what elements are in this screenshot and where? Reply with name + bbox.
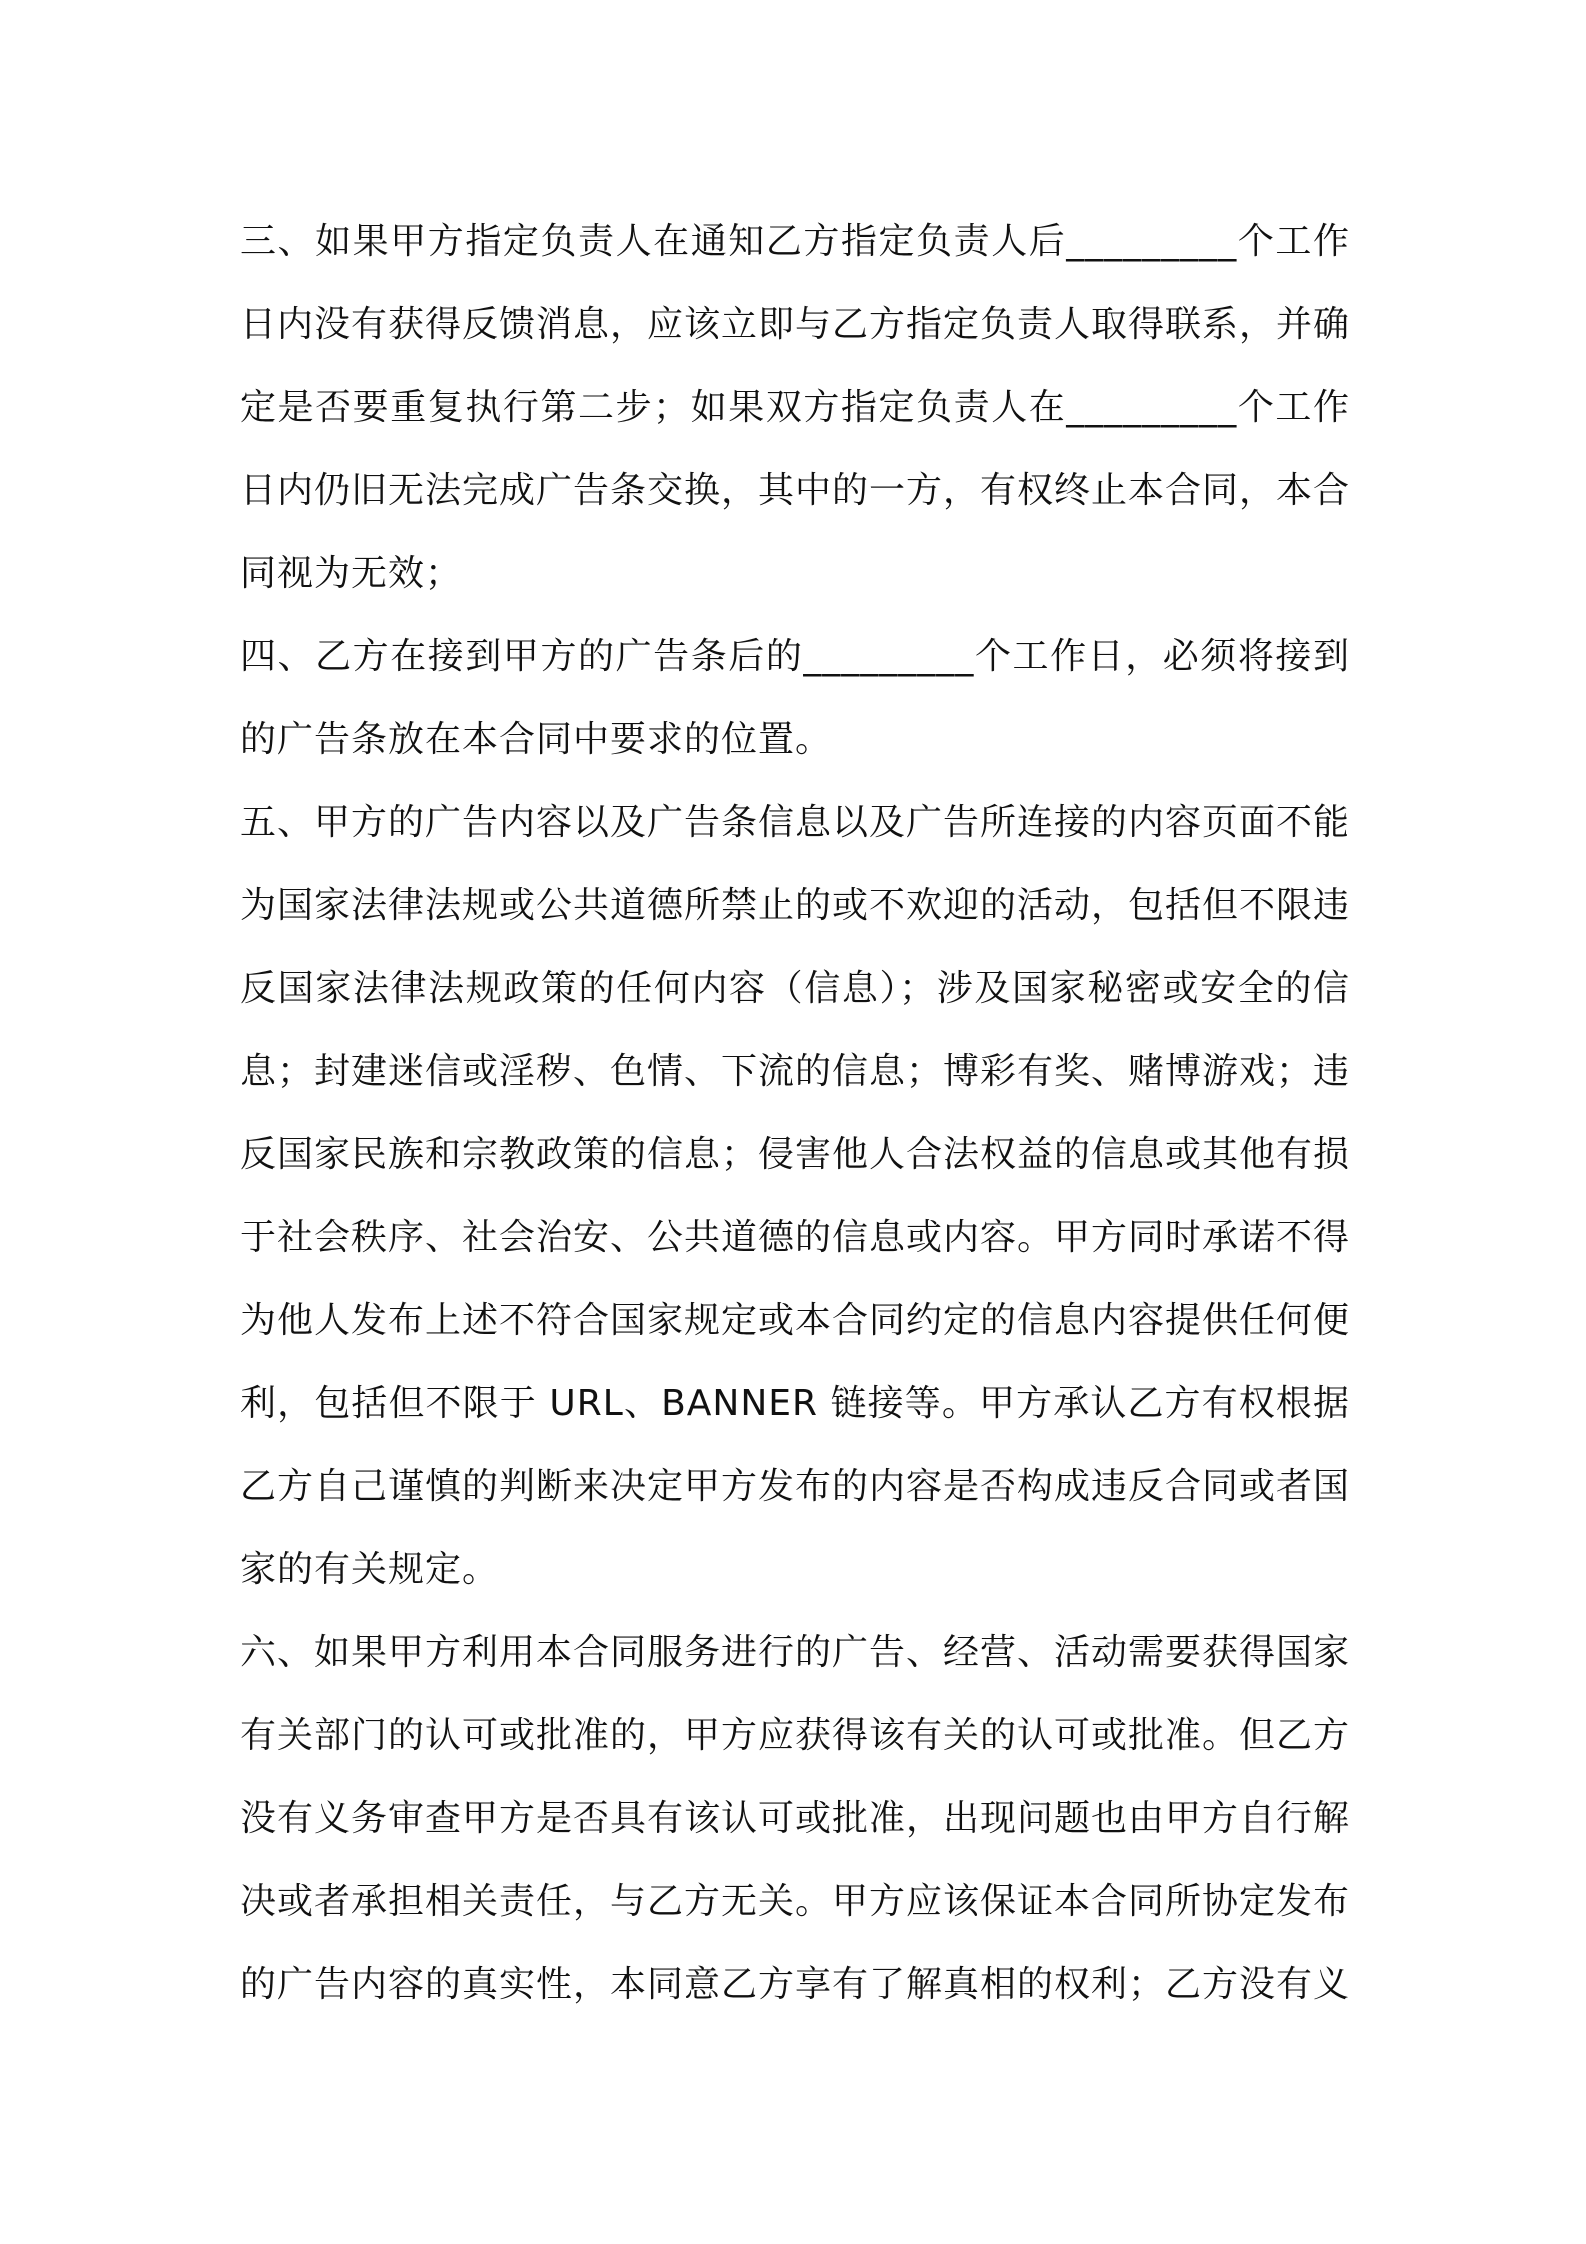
clause-6-paragraph: 六、如果甲方利用本合同服务进行的广告、经营、活动需要获得国家有关部门的认可或批准的，甲方应获得该有关的认可或批准。但乙方没有义务审查甲方是否具有该认可或批准，出现问题也由甲方自行解决或者承担相关责任，与乙方无关。甲方应该保证本合同所协定发布的广告内容的真实性，本同意乙方享有了解真相的权利；乙方没有义 <box>240 1632 1351 2005</box>
document-body <box>240 200 1350 2026</box>
clause-5-paragraph: 五、甲方的广告内容以及广告条信息以及广告所连接的内容页面不能为国家法律法规或公共道德所禁止的或不欢迎的活动，包括但不限违反国家法律法规政策的任何内容（信息）；涉及国家秘密或安全的信息；封建迷信或淫秽、色情、下流的信息；博彩有奖、赌博游戏；违反国家民族和宗教政策的信息；侵害他人合法权益的信息或其他有损于社会秩序、社会治安、公共道德的信息或内容。甲方同时承诺不得为他人发布上述不符合国家规定或本合同约定的信息内容提供任何便利，包括但不限于 URL、BANNER 链接等。甲方承认乙方有权根据乙方自己谨慎的判断来决定甲方发布的内容是否构成违反合同或者国家的有关规定。 <box>240 802 1351 1590</box>
clause-3-paragraph: 三、如果甲方指定负责人在通知乙方指定负责人后_________个工作日内没有获得反馈消息，应该立即与乙方指定负责人取得联系，并确定是否要重复执行第二步；如果双方指定负责人在_________个工作日内仍旧无法完成广告条交换，其中的一方，有权终止本合同，本合同视为无效； <box>240 221 1351 594</box>
clause-4-paragraph: 四、乙方在接到甲方的广告条后的_________个工作日，必须将接到的广告条放在本合同中要求的位置。 <box>240 636 1350 760</box>
